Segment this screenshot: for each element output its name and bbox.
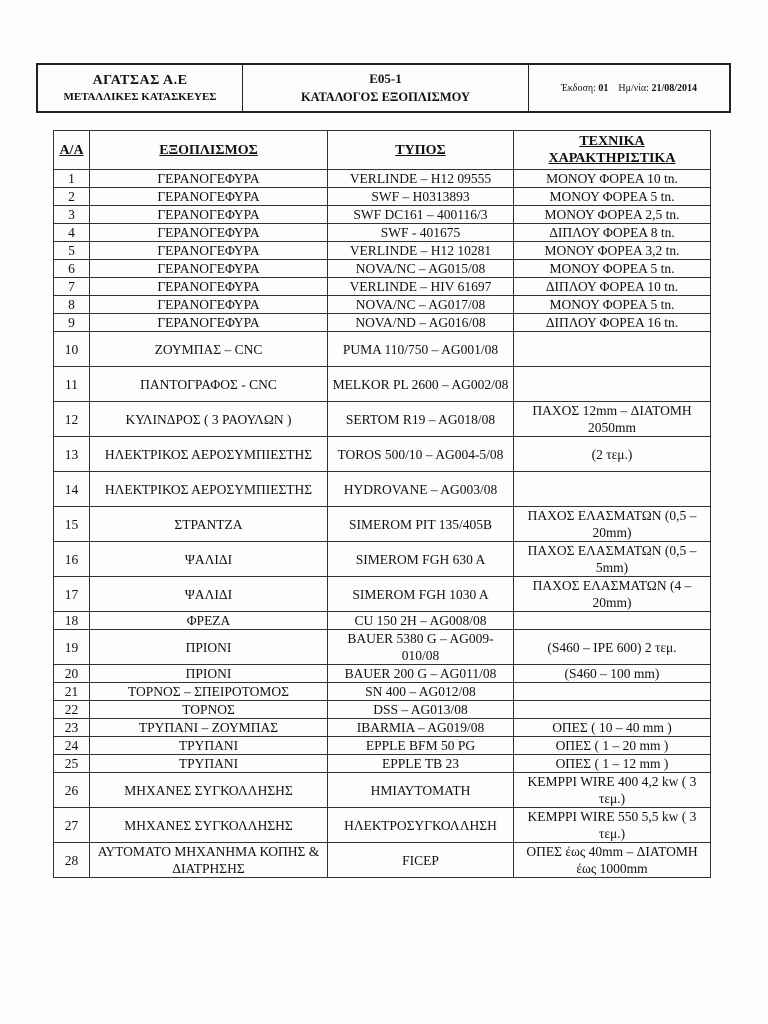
table-body: [54, 170, 711, 878]
cell-equipment: ΗΛΕΚΤΡΙΚΟΣ ΑΕΡΟΣΥΜΠΙΕΣΤΗΣ: [90, 437, 328, 472]
cell-number: 7: [54, 278, 90, 296]
cell-equipment: ΗΛΕΚΤΡΙΚΟΣ ΑΕΡΟΣΥΜΠΙΕΣΤΗΣ: [90, 472, 328, 507]
cell-type: HYDROVANE – AG003/08: [328, 472, 514, 507]
table-row: [54, 755, 711, 773]
table-row: [54, 737, 711, 755]
cell-type: CU 150 2H – AG008/08: [328, 612, 514, 630]
table-row: [54, 701, 711, 719]
cell-specs: [514, 683, 711, 701]
cell-type: SIMEROM FGH 1030 A: [328, 577, 514, 612]
column-header-specs: ΤΕΧΝΙΚΑ ΧΑΡΑΚΤΗΡΙΣΤΙΚΑ: [514, 131, 711, 170]
cell-number: 17: [54, 577, 90, 612]
cell-equipment: ΨΑΛΙΔΙ: [90, 577, 328, 612]
cell-equipment: ΓΕΡΑΝΟΓΕΦΥΡΑ: [90, 170, 328, 188]
cell-equipment: ΨΑΛΙΔΙ: [90, 542, 328, 577]
table-row: [54, 577, 711, 612]
edition-value: 01: [598, 82, 609, 94]
cell-number: 28: [54, 843, 90, 878]
table-row: [54, 367, 711, 402]
cell-number: 5: [54, 242, 90, 260]
cell-specs: ΜΟΝΟΥ ΦΟΡΕΑ 5 tn.: [514, 260, 711, 278]
cell-specs: ΔΙΠΛΟΥ ΦΟΡΕΑ 10 tn.: [514, 278, 711, 296]
cell-specs: ΜΟΝΟΥ ΦΟΡΕΑ 2,5 tn.: [514, 206, 711, 224]
cell-specs: [514, 701, 711, 719]
edition-cell: [529, 65, 729, 111]
table-row: [54, 472, 711, 507]
edition-label: Έκδοση:: [560, 82, 596, 94]
cell-type: VERLINDE – HIV 61697: [328, 278, 514, 296]
cell-number: 15: [54, 507, 90, 542]
cell-type: MELKOR PL 2600 – AG002/08: [328, 367, 514, 402]
table-row: [54, 332, 711, 367]
cell-type: SIMEROM FGH 630 A: [328, 542, 514, 577]
cell-equipment: ΓΕΡΑΝΟΓΕΦΥΡΑ: [90, 224, 328, 242]
company-subtitle: ΜΕΤΑΛΛΙΚΕΣ ΚΑΤΑΣΚΕΥΕΣ: [63, 91, 217, 103]
cell-specs: ΟΠΕΣ ( 1 – 20 mm ): [514, 737, 711, 755]
cell-type: PUMA 110/750 – AG001/08: [328, 332, 514, 367]
cell-specs: ΟΠΕΣ έως 40mm – ΔΙΑΤΟΜΗ έως 1000mm: [514, 843, 711, 878]
cell-equipment: ΤΡΥΠΑΝΙ: [90, 737, 328, 755]
cell-number: 16: [54, 542, 90, 577]
document-code: Ε05-1: [369, 71, 402, 86]
cell-number: 9: [54, 314, 90, 332]
cell-number: 6: [54, 260, 90, 278]
table-row: [54, 296, 711, 314]
cell-number: 19: [54, 630, 90, 665]
cell-equipment: ΠΡΙΟΝΙ: [90, 630, 328, 665]
edition-line: [561, 83, 697, 94]
cell-specs: ΜΟΝΟΥ ΦΟΡΕΑ 3,2 tn.: [514, 242, 711, 260]
cell-number: 4: [54, 224, 90, 242]
cell-specs: (S460 – 100 mm): [514, 665, 711, 683]
cell-number: 2: [54, 188, 90, 206]
cell-number: 13: [54, 437, 90, 472]
cell-type: BAUER 200 G – AG011/08: [328, 665, 514, 683]
company-cell: [38, 65, 243, 111]
table-row: [54, 402, 711, 437]
cell-number: 20: [54, 665, 90, 683]
cell-type: EPPLE TB 23: [328, 755, 514, 773]
table-header-row: [54, 131, 711, 170]
cell-specs: ΔΙΠΛΟΥ ΦΟΡΕΑ 16 tn.: [514, 314, 711, 332]
cell-equipment: ΓΕΡΑΝΟΓΕΦΥΡΑ: [90, 296, 328, 314]
table-row: [54, 542, 711, 577]
table-row: [54, 773, 711, 808]
table-row: [54, 260, 711, 278]
table-row: [54, 278, 711, 296]
cell-equipment: ΑΥΤΟΜΑΤΟ ΜΗΧΑΝΗΜΑ ΚΟΠΗΣ & ΔΙΑΤΡΗΣΗΣ: [90, 843, 328, 878]
cell-type: SN 400 – AG012/08: [328, 683, 514, 701]
cell-specs: KEMPPI WIRE 550 5,5 kw ( 3 τεμ.): [514, 808, 711, 843]
cell-equipment: ΓΕΡΑΝΟΓΕΦΥΡΑ: [90, 206, 328, 224]
cell-number: 24: [54, 737, 90, 755]
cell-specs: [514, 367, 711, 402]
column-header-type: ΤΥΠΟΣ: [328, 131, 514, 170]
cell-type: VERLINDE – H12 09555: [328, 170, 514, 188]
cell-type: SIMEROM PIT 135/405B: [328, 507, 514, 542]
cell-specs: ΜΟΝΟΥ ΦΟΡΕΑ 5 tn.: [514, 296, 711, 314]
cell-type: BAUER 5380 G – AG009-010/08: [328, 630, 514, 665]
cell-equipment: ΓΕΡΑΝΟΓΕΦΥΡΑ: [90, 188, 328, 206]
cell-equipment: ΤΡΥΠΑΝΙ – ΖΟΥΜΠΑΣ: [90, 719, 328, 737]
cell-specs: ΟΠΕΣ ( 10 – 40 mm ): [514, 719, 711, 737]
document-title: ΚΑΤΑΛΟΓΟΣ ΕΞΟΠΛΙΣΜΟΥ: [300, 90, 471, 104]
cell-type: DSS – AG013/08: [328, 701, 514, 719]
cell-type: FICEP: [328, 843, 514, 878]
date-value: 21/08/2014: [651, 82, 698, 94]
cell-type: ΗΛΕΚΤΡΟΣΥΓΚΟΛΛΗΣΗ: [328, 808, 514, 843]
cell-type: SWF DC161 – 400116/3: [328, 206, 514, 224]
cell-number: 27: [54, 808, 90, 843]
cell-specs: (S460 – IPE 600) 2 τεμ.: [514, 630, 711, 665]
cell-type: EPPLE BFM 50 PG: [328, 737, 514, 755]
table-row: [54, 188, 711, 206]
table-row: [54, 630, 711, 665]
cell-specs: KEMPPI WIRE 400 4,2 kw ( 3 τεμ.): [514, 773, 711, 808]
cell-equipment: ΤΡΥΠΑΝΙ: [90, 755, 328, 773]
cell-equipment: ΓΕΡΑΝΟΓΕΦΥΡΑ: [90, 242, 328, 260]
cell-equipment: ΓΕΡΑΝΟΓΕΦΥΡΑ: [90, 314, 328, 332]
equipment-table: [53, 130, 711, 878]
cell-equipment: ΚΥΛΙΝΔΡΟΣ ( 3 ΡΑΟΥΛΩΝ ): [90, 402, 328, 437]
cell-equipment: ΠΡΙΟΝΙ: [90, 665, 328, 683]
table-row: [54, 206, 711, 224]
cell-number: 18: [54, 612, 90, 630]
cell-type: VERLINDE – H12 10281: [328, 242, 514, 260]
table-row: [54, 808, 711, 843]
table-row: [54, 683, 711, 701]
cell-specs: ΟΠΕΣ ( 1 – 12 mm ): [514, 755, 711, 773]
cell-specs: ΠΑΧΟΣ ΕΛΑΣΜΑΤΩΝ (0,5 – 5mm): [514, 542, 711, 577]
cell-equipment: ΣΤΡΑΝΤΖΑ: [90, 507, 328, 542]
cell-number: 3: [54, 206, 90, 224]
cell-number: 21: [54, 683, 90, 701]
cell-type: SWF - 401675: [328, 224, 514, 242]
table-row: [54, 170, 711, 188]
column-header-equipment: ΕΞΟΠΛΙΣΜΟΣ: [90, 131, 328, 170]
cell-number: 1: [54, 170, 90, 188]
cell-type: ΗΜΙΑΥΤΟΜΑΤΗ: [328, 773, 514, 808]
document-title-cell: [243, 65, 529, 111]
cell-equipment: ΖΟΥΜΠΑΣ – CNC: [90, 332, 328, 367]
document-header: [36, 63, 731, 113]
cell-number: 14: [54, 472, 90, 507]
cell-number: 11: [54, 367, 90, 402]
cell-type: NOVA/NC – AG015/08: [328, 260, 514, 278]
cell-number: 23: [54, 719, 90, 737]
table-row: [54, 507, 711, 542]
column-header-number: Α/Α: [54, 131, 90, 170]
cell-equipment: ΤΟΡΝΟΣ – ΣΠΕΙΡΟΤΟΜΟΣ: [90, 683, 328, 701]
cell-equipment: ΜΗΧΑΝΕΣ ΣΥΓΚΟΛΛΗΣΗΣ: [90, 808, 328, 843]
cell-specs: [514, 332, 711, 367]
table-row: [54, 242, 711, 260]
table-row: [54, 843, 711, 878]
cell-specs: (2 τεμ.): [514, 437, 711, 472]
cell-specs: [514, 612, 711, 630]
table-row: [54, 314, 711, 332]
cell-specs: ΠΑΧΟΣ 12mm – ΔΙΑΤΟΜΗ 2050mm: [514, 402, 711, 437]
cell-number: 22: [54, 701, 90, 719]
cell-specs: ΔΙΠΛΟΥ ΦΟΡΕΑ 8 tn.: [514, 224, 711, 242]
cell-equipment: ΤΟΡΝΟΣ: [90, 701, 328, 719]
cell-equipment: ΠΑΝΤΟΓΡΑΦΟΣ - CNC: [90, 367, 328, 402]
cell-type: NOVA/NC – AG017/08: [328, 296, 514, 314]
cell-equipment: ΓΕΡΑΝΟΓΕΦΥΡΑ: [90, 260, 328, 278]
cell-specs: ΜΟΝΟΥ ΦΟΡΕΑ 10 tn.: [514, 170, 711, 188]
cell-type: SERTOM R19 – AG018/08: [328, 402, 514, 437]
cell-type: TOROS 500/10 – AG004-5/08: [328, 437, 514, 472]
table-row: [54, 665, 711, 683]
cell-specs: [514, 472, 711, 507]
table-row: [54, 612, 711, 630]
table-row: [54, 224, 711, 242]
cell-equipment: ΦΡΕΖΑ: [90, 612, 328, 630]
date-label: Ημ/νία:: [618, 82, 649, 94]
cell-number: 26: [54, 773, 90, 808]
table-row: [54, 719, 711, 737]
cell-specs: ΜΟΝΟΥ ΦΟΡΕΑ 5 tn.: [514, 188, 711, 206]
table-row: [54, 437, 711, 472]
company-name: ΑΓΑΤΣΑΣ Α.Ε: [92, 73, 188, 88]
cell-number: 8: [54, 296, 90, 314]
cell-number: 10: [54, 332, 90, 367]
cell-specs: ΠΑΧΟΣ ΕΛΑΣΜΑΤΩΝ (0,5 – 20mm): [514, 507, 711, 542]
cell-specs: ΠΑΧΟΣ ΕΛΑΣΜΑΤΩΝ (4 – 20mm): [514, 577, 711, 612]
cell-type: NOVA/ND – AG016/08: [328, 314, 514, 332]
cell-number: 25: [54, 755, 90, 773]
cell-number: 12: [54, 402, 90, 437]
cell-equipment: ΜΗΧΑΝΕΣ ΣΥΓΚΟΛΛΗΣΗΣ: [90, 773, 328, 808]
cell-type: IBARMIA – AG019/08: [328, 719, 514, 737]
cell-type: SWF – H0313893: [328, 188, 514, 206]
cell-equipment: ΓΕΡΑΝΟΓΕΦΥΡΑ: [90, 278, 328, 296]
